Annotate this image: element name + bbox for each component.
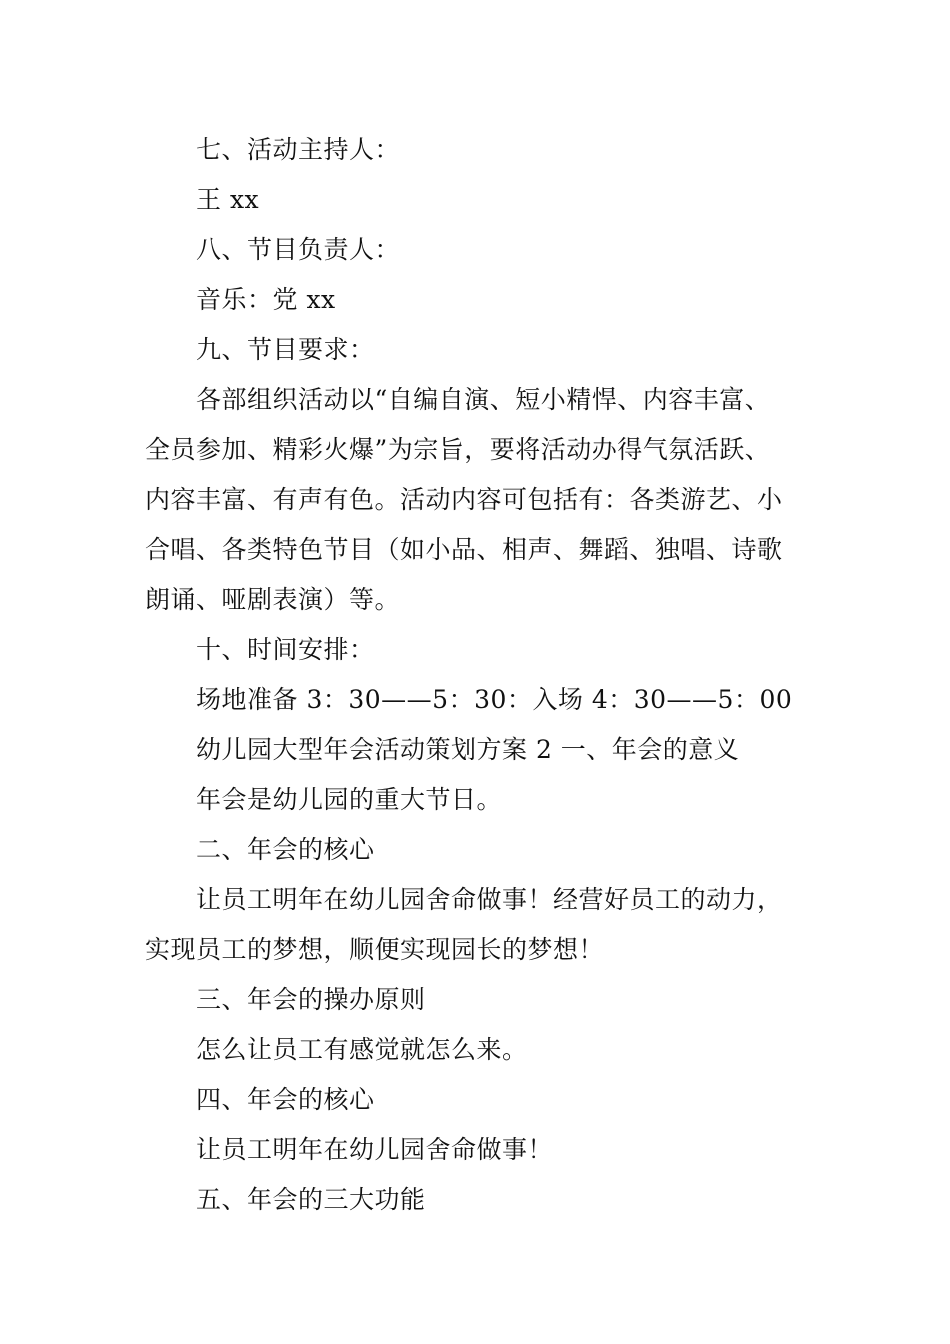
- requirements-paragraph-line: 各部组织活动以“自编自演、短小精悍、内容丰富、: [196, 385, 771, 414]
- requirements-paragraph-line: 朗诵、哑剧表演）等。: [145, 585, 401, 614]
- host-name: 王 xx: [196, 185, 260, 214]
- schedule-times: 场地准备 3：30——5：30：入场 4：30——5：00: [196, 685, 793, 714]
- section-heading-core-repeat: 四、年会的核心: [196, 1085, 375, 1114]
- meaning-text: 年会是幼儿园的重大节日。: [196, 785, 503, 814]
- requirements-paragraph-line: 内容丰富、有声有色。活动内容可包括有：各类游艺、小: [145, 485, 783, 514]
- section-heading-core: 二、年会的核心: [196, 835, 375, 864]
- requirements-paragraph-line: 全员参加、精彩火爆”为宗旨，要将活动办得气氛活跃、: [145, 435, 771, 464]
- section-heading-host: 七、活动主持人：: [196, 135, 401, 164]
- requirements-paragraph-line: 合唱、各类特色节目（如小品、相声、舞蹈、独唱、诗歌: [145, 535, 783, 564]
- core-paragraph-line: 实现员工的梦想，顺便实现园长的梦想！: [145, 935, 605, 964]
- core-paragraph-line: 让员工明年在幼儿园舍命做事！经营好员工的动力，: [196, 885, 783, 914]
- section-heading-program-lead: 八、节目负责人：: [196, 235, 401, 264]
- section-heading-program-requirements: 九、节目要求：: [196, 335, 375, 364]
- plan-two-title: 幼儿园大型年会活动策划方案 2 一、年会的意义: [196, 735, 740, 764]
- principle-text: 怎么让员工有感觉就怎么来。: [196, 1035, 528, 1064]
- section-heading-three-functions: 五、年会的三大功能: [196, 1185, 426, 1214]
- section-heading-principle: 三、年会的操办原则: [196, 985, 426, 1014]
- section-heading-schedule: 十、时间安排：: [196, 635, 375, 664]
- core-repeat-text: 让员工明年在幼儿园舍命做事！: [196, 1135, 554, 1164]
- program-lead-music: 音乐：党 xx: [196, 285, 336, 314]
